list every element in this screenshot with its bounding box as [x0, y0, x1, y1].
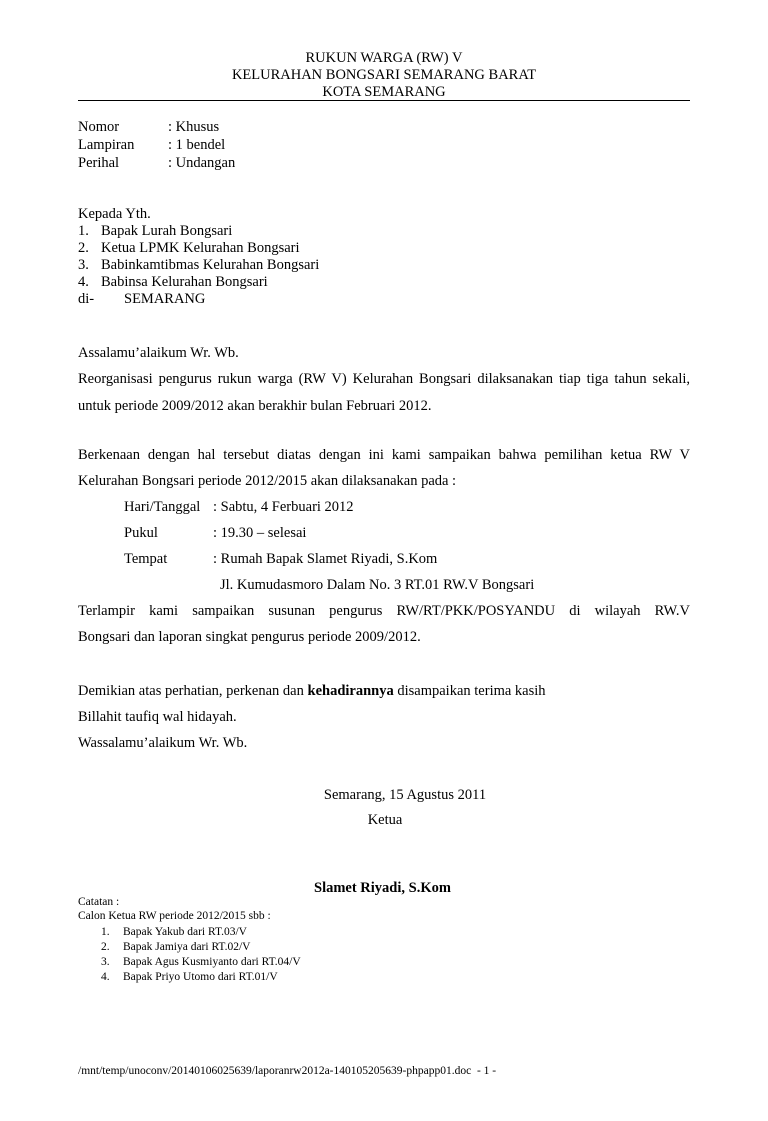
- footer-page-number: - 1 -: [476, 1065, 497, 1077]
- paragraph-1-line-2: untuk periode 2009/2012 akan berakhir bulan Februari 2012.: [78, 398, 432, 414]
- note-item-1: Bapak Yakub dari RT.03/V: [123, 926, 247, 938]
- footer: [78, 1064, 496, 1078]
- closing-line-1-bold: kehadirannya: [307, 683, 394, 699]
- signature-name: Slamet Riyadi, S.Kom: [314, 880, 451, 896]
- note-num-4: 4.: [101, 971, 110, 983]
- greeting: Assalamu’alaikum Wr. Wb.: [78, 345, 239, 361]
- recipient-di-value: SEMARANG: [124, 291, 206, 307]
- closing-line-1: [78, 682, 546, 700]
- note-num-2: 2.: [101, 941, 110, 953]
- letterhead-line-3: KOTA SEMARANG: [322, 84, 446, 100]
- letterhead-line-2: KELURAHAN BONGSARI SEMARANG BARAT: [231, 67, 537, 83]
- recipient-1: Bapak Lurah Bongsari: [101, 223, 233, 239]
- footer-path: /mnt/temp/unoconv/20140106025639/laporanrw2012a-140105205639-phpapp01.doc: [78, 1065, 472, 1077]
- paragraph-3-line-1: Terlampir kami sampaikan susunan pengurus RW/RT/PKK/POSYANDU di wilayah RW.V: [78, 603, 690, 619]
- meta-value-nomor: : Khusus: [168, 119, 220, 135]
- meta-label-nomor: Nomor: [78, 119, 120, 135]
- paragraph-2-line-2: Kelurahan Bongsari periode 2012/2015 akan dilaksanakan pada :: [78, 473, 457, 489]
- note-item-2: Bapak Jamiya dari RT.02/V: [123, 941, 251, 953]
- closing-line-3: Wassalamu’alaikum Wr. Wb.: [78, 735, 248, 751]
- event-day-label: Hari/Tanggal: [124, 499, 201, 515]
- meta-label-lampiran: Lampiran: [78, 137, 135, 153]
- closing-line-2: Billahit taufiq wal hidayah.: [78, 709, 237, 725]
- letterhead: [78, 50, 690, 101]
- recipient-2: Ketua LPMK Kelurahan Bongsari: [101, 240, 300, 256]
- note-item-3: Bapak Agus Kusmiyanto dari RT.04/V: [123, 956, 301, 968]
- paragraph-2-line-1: Berkenaan dengan hal tersebut diatas dengan ini kami sampaikan bahwa pemilihan ketua RW V: [78, 447, 690, 463]
- event-time-label: Pukul: [124, 525, 158, 541]
- note-num-1: 1.: [101, 926, 110, 938]
- closing-line-1-end: disampaikan terima kasih: [393, 683, 546, 699]
- signature-place-date: Semarang, 15 Agustus 2011: [323, 787, 487, 803]
- closing-line-1-start: Demikian atas perhatian, perkenan dan: [78, 683, 308, 699]
- note-item-4: Bapak Priyo Utomo dari RT.01/V: [123, 971, 278, 983]
- recipient-num-1: 1.: [78, 223, 89, 239]
- recipient-di-label: di-: [78, 291, 95, 307]
- recipients-intro: Kepada Yth.: [78, 206, 151, 222]
- recipient-3: Babinkamtibmas Kelurahan Bongsari: [101, 257, 320, 273]
- letterhead-divider: [78, 100, 690, 101]
- paragraph-1-line-1: Reorganisasi pengurus rukun warga (RW V) Kelurahan Bongsari dilaksanakan tiap tiga tahun sekali,: [78, 371, 690, 387]
- note-num-3: 3.: [101, 956, 110, 968]
- event-day-value: : Sabtu, 4 Ferbuari 2012: [213, 499, 354, 515]
- notes-subtitle: Calon Ketua RW periode 2012/2015 sbb :: [78, 910, 271, 922]
- recipient-4: Babinsa Kelurahan Bongsari: [101, 274, 268, 290]
- meta-label-perihal: Perihal: [78, 155, 120, 171]
- event-time-value: : 19.30 – selesai: [213, 525, 307, 541]
- event-place-label: Tempat: [124, 551, 168, 567]
- notes-title: Catatan :: [78, 896, 120, 908]
- letterhead-line-1: RUKUN WARGA (RW) V: [305, 50, 463, 66]
- recipient-num-2: 2.: [78, 240, 89, 256]
- meta-value-lampiran: : 1 bendel: [168, 137, 226, 153]
- signature-role: Ketua: [367, 812, 403, 828]
- recipient-num-4: 4.: [78, 274, 89, 290]
- paragraph-3-line-2: Bongsari dan laporan singkat pengurus periode 2009/2012.: [78, 629, 421, 645]
- recipient-num-3: 3.: [78, 257, 89, 273]
- event-place-value: : Rumah Bapak Slamet Riyadi, S.Kom: [213, 551, 438, 567]
- meta-value-perihal: : Undangan: [168, 155, 236, 171]
- event-address: Jl. Kumudasmoro Dalam No. 3 RT.01 RW.V Bongsari: [220, 577, 535, 593]
